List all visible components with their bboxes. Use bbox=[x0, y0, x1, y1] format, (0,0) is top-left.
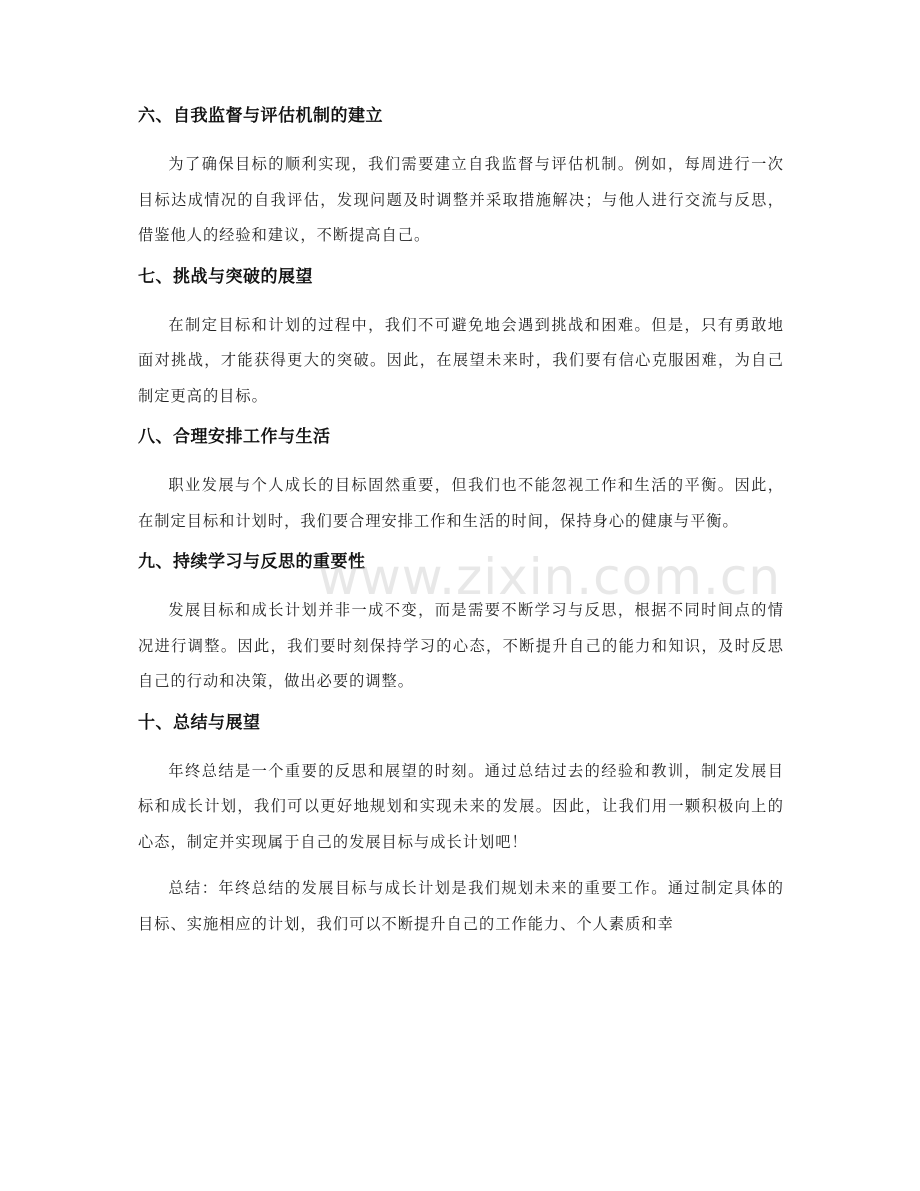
section-heading: 十、总结与展望 bbox=[138, 712, 261, 733]
summary-paragraph: 总结：年终总结的发展目标与成长计划是我们规划未来的重要工作。通过制定具体的目标、实施相应的计划，我们可以不断提升自己的工作能力、个人素质和幸 bbox=[138, 879, 784, 933]
section-9 bbox=[138, 550, 784, 700]
section-heading: 八、合理安排工作与生活 bbox=[138, 427, 331, 447]
section-heading: 七、挑战与突破的展望 bbox=[138, 266, 313, 287]
section-paragraph: 发展目标和成长计划并非一成不变，而是需要不断学习与反思，根据不同时间点的情况进行调整。因此，我们要时刻保持学习的心态，不断提升自己的能力和知识，及时反思自己的行动和决策，做出必要的调整。 bbox=[138, 601, 784, 690]
section-paragraph: 年终总结是一个重要的反思和展望的时刻。通过总结过去的经验和教训，制定发展目标和成长计划，我们可以更好地规划和实现未来的发展。因此，让我们用一颗积极向上的心态，制定并实现属于自己的发展目标与成长计划吧！ bbox=[138, 761, 784, 851]
section-6 bbox=[138, 104, 784, 254]
section-heading: 六、自我监督与评估机制的建立 bbox=[138, 106, 383, 126]
section-8 bbox=[138, 425, 784, 539]
section-paragraph: 在制定目标和计划的过程中，我们不可避免地会遇到挑战和困难。但是，只有勇敢地面对挑战，才能获得更大的突破。因此，在展望未来时，我们要有信心克服困难，为自己制定更高的目标。 bbox=[138, 315, 784, 405]
document-body bbox=[138, 104, 784, 953]
section-paragraph: 职业发展与个人成长的目标固然重要，但我们也不能忽视工作和生活的平衡。因此，在制定目标和计划时，我们要合理安排工作和生活的时间，保持身心的健康与平衡。 bbox=[138, 476, 784, 530]
section-10 bbox=[138, 711, 784, 943]
section-7 bbox=[138, 265, 784, 415]
watermark-text: www.zixin.com.cn bbox=[318, 548, 782, 606]
section-heading: 九、持续学习与反思的重要性 bbox=[138, 552, 366, 572]
section-paragraph: 为了确保目标的顺利实现，我们需要建立自我监督与评估机制。例如，每周进行一次目标达成情况的自我评估，发现问题及时调整并采取措施解决；与他人进行交流与反思，借鉴他人的经验和建议，不断提高自己。 bbox=[138, 155, 784, 244]
